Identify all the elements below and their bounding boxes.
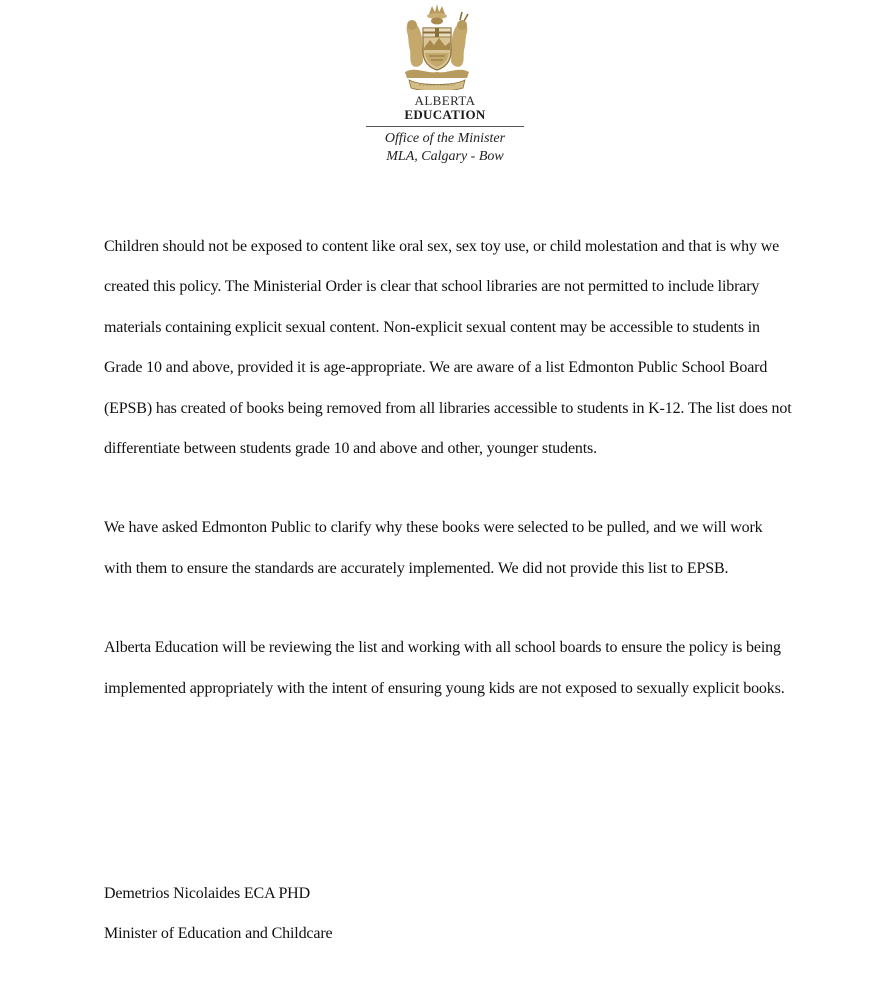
organization-name-line1: ALBERTA	[414, 93, 476, 108]
paragraph-1: Children should not be exposed to content like oral sex, sex toy use, or child molestation and that is why we created this policy. The Ministerial Order is clear that school libraries are not permitted to include library materials containing explicit sexual content. Non-explicit sexual content may be accessible to students in Grade 10 and above, provided it is age-appropriate. We are aware of a list Edmonton Public School Board (EPSB) has created of books being removed from all libraries accessible to students in K-12. The list does not differentiate between students grade 10 and above and other, younger students.	[104, 238, 792, 458]
office-title: Office of the Minister	[384, 131, 506, 146]
organization-name-line2: EDUCATION	[404, 107, 486, 122]
letterhead	[0, 0, 890, 175]
statement-body	[104, 227, 794, 709]
paragraph-2: We have asked Edmonton Public to clarify why these books were selected to be pulled, and we will work with them to ensure the standards are accurately implemented. We did not provide this list to EPSB.	[104, 519, 763, 577]
signatory-title: Minister of Education and Childcare	[104, 925, 333, 942]
constituency-line: MLA, Calgary - Bow	[386, 149, 504, 164]
letterhead-divider	[366, 126, 524, 127]
paragraph-3: Alberta Education will be reviewing the list and working with all school boards to ensure the policy is being implemented appropriately with the intent of ensuring young kids are not exposed to sexually explicit books.	[104, 639, 785, 697]
signatory-name: Demetrios Nicolaides ECA PHD	[104, 885, 310, 902]
signature-block	[104, 874, 704, 954]
alberta-coat-of-arms-icon	[401, 2, 473, 90]
